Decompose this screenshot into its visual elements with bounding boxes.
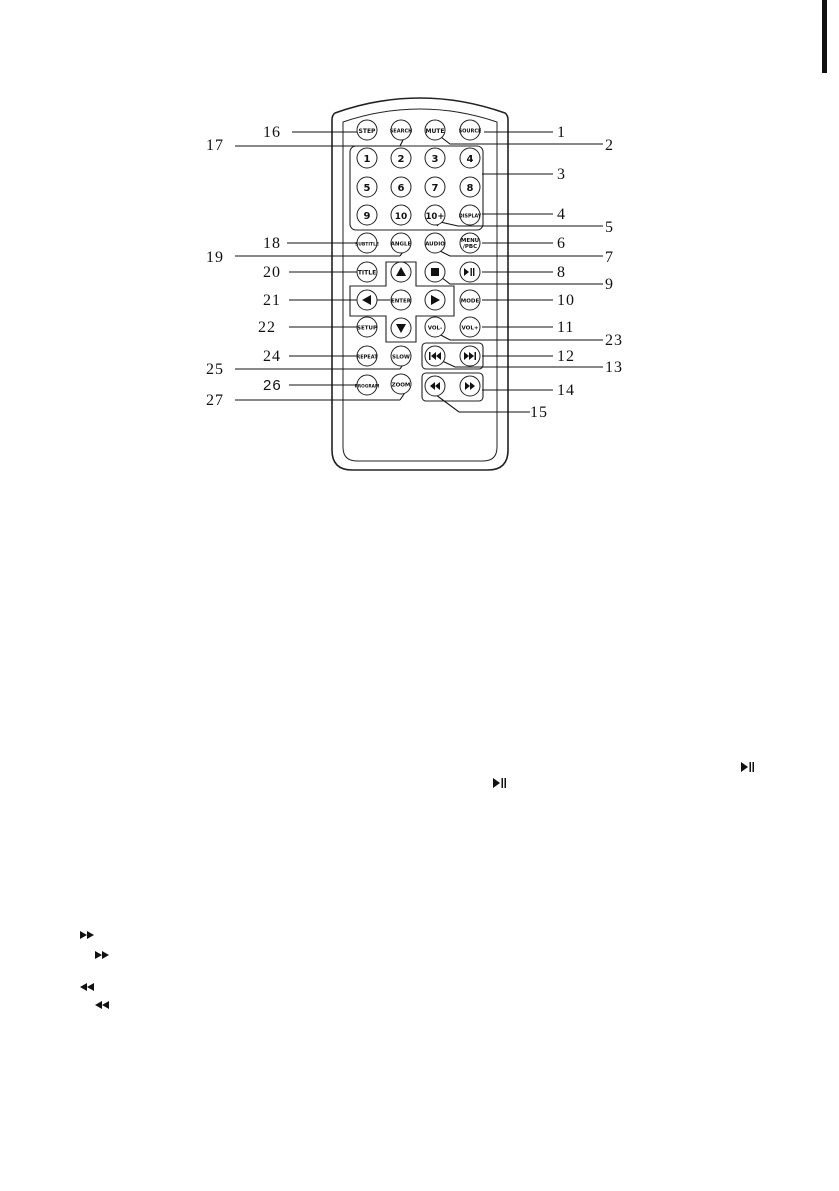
svg-text:MUTE: MUTE xyxy=(425,128,445,135)
callout-12: 12 xyxy=(557,348,575,365)
number-8-button[interactable] xyxy=(460,177,480,197)
svg-text:STEP: STEP xyxy=(358,128,376,135)
right-button[interactable] xyxy=(425,290,445,310)
svg-text:7: 7 xyxy=(431,183,439,194)
stop-button[interactable] xyxy=(425,262,445,282)
fast-rewind-icon xyxy=(95,1001,109,1009)
callout-19: 19 xyxy=(206,249,224,266)
callout-27: 27 xyxy=(206,392,224,409)
angle-button[interactable] xyxy=(391,233,412,253)
number-4-button[interactable] xyxy=(460,148,480,168)
callout-3: 3 xyxy=(557,166,566,183)
svg-text:6: 6 xyxy=(397,183,405,194)
svg-text:DISPLAY: DISPLAY xyxy=(458,214,482,220)
callout-13: 13 xyxy=(605,359,623,376)
svg-text:SEARCH: SEARCH xyxy=(389,128,413,135)
callout-11: 11 xyxy=(557,319,575,336)
callout-21: 21 xyxy=(263,292,281,309)
callout-numbers xyxy=(206,124,623,421)
step-button[interactable] xyxy=(357,120,377,140)
callout-9: 9 xyxy=(605,276,614,293)
svg-text:3: 3 xyxy=(431,154,439,165)
play-pause-button[interactable] xyxy=(460,262,480,282)
fast-forward-icon xyxy=(80,931,94,939)
left-button[interactable] xyxy=(357,290,377,310)
audio-button[interactable] xyxy=(425,233,445,253)
mode-button[interactable] xyxy=(460,290,480,310)
previous-button[interactable] xyxy=(425,346,445,366)
down-button[interactable] xyxy=(391,318,411,338)
number-2-button[interactable] xyxy=(391,148,411,168)
number-9-button[interactable] xyxy=(357,205,377,225)
svg-text:10: 10 xyxy=(394,212,408,222)
svg-text:ZOOM: ZOOM xyxy=(391,382,411,389)
svg-text:SUBTITLE: SUBTITLE xyxy=(354,242,380,248)
svg-text:10+: 10+ xyxy=(425,212,445,222)
mute-button[interactable] xyxy=(425,120,445,140)
callout-25: 25 xyxy=(206,361,224,378)
subtitle-button[interactable] xyxy=(355,233,379,253)
display-button[interactable] xyxy=(459,205,482,225)
remote-buttons xyxy=(355,120,482,396)
svg-text:MENU: MENU xyxy=(460,238,480,244)
play-pause-icon xyxy=(493,778,506,788)
svg-text:ANGLE: ANGLE xyxy=(390,241,412,248)
svg-text:2: 2 xyxy=(397,154,405,165)
svg-text:4: 4 xyxy=(466,154,474,165)
setup-button[interactable] xyxy=(357,317,377,337)
svg-text:SETUP: SETUP xyxy=(357,325,377,332)
svg-text:1: 1 xyxy=(363,154,371,165)
svg-text:AUDIO: AUDIO xyxy=(425,241,445,248)
up-button[interactable] xyxy=(391,262,411,282)
slow-button[interactable] xyxy=(391,346,411,366)
source-button[interactable] xyxy=(459,120,482,140)
search-button[interactable] xyxy=(390,120,413,140)
stop-icon xyxy=(431,268,439,276)
number-10-plus-button[interactable] xyxy=(425,205,445,225)
callout-4: 4 xyxy=(557,206,566,223)
number-1-button[interactable] xyxy=(357,148,377,168)
svg-text:REPEAT: REPEAT xyxy=(356,354,378,361)
fast-rewind-icon xyxy=(80,983,94,991)
page-symbols xyxy=(80,762,754,1009)
svg-text:9: 9 xyxy=(363,211,371,222)
callout-8: 8 xyxy=(557,264,566,281)
next-button[interactable] xyxy=(460,346,480,366)
svg-text:/PBC: /PBC xyxy=(462,244,478,250)
callout-7: 7 xyxy=(605,249,614,266)
callout-16: 16 xyxy=(263,124,281,141)
vol-minus-button[interactable] xyxy=(425,317,445,337)
svg-text:SLOW: SLOW xyxy=(391,354,411,361)
repeat-button[interactable] xyxy=(356,346,378,366)
number-7-button[interactable] xyxy=(425,177,445,197)
svg-text:MODE: MODE xyxy=(460,298,480,305)
number-3-button[interactable] xyxy=(425,148,445,168)
callout-23: 23 xyxy=(605,332,623,349)
callout-17: 17 xyxy=(206,137,224,154)
svg-text:VOL-: VOL- xyxy=(427,325,443,332)
fast-forward-button[interactable] xyxy=(460,376,480,396)
callout-1: 1 xyxy=(557,124,566,141)
svg-text:TITLE: TITLE xyxy=(357,269,377,277)
svg-text:SOURCE: SOURCE xyxy=(458,128,482,135)
number-6-button[interactable] xyxy=(391,177,411,197)
svg-text:5: 5 xyxy=(363,183,371,194)
callout-2: 2 xyxy=(605,137,614,154)
callout-lines xyxy=(235,132,603,412)
svg-text:8: 8 xyxy=(466,183,474,194)
play-pause-icon xyxy=(741,762,754,772)
callout-10: 10 xyxy=(557,292,575,309)
callout-18: 18 xyxy=(263,235,281,252)
fast-rewind-button[interactable] xyxy=(425,376,445,396)
number-10-button[interactable] xyxy=(391,205,411,225)
program-button[interactable] xyxy=(355,375,380,395)
number-5-button[interactable] xyxy=(357,177,377,197)
callout-15: 15 xyxy=(530,404,548,421)
zoom-button[interactable] xyxy=(391,374,411,394)
callout-26: 26 xyxy=(263,377,282,394)
svg-text:VOL+: VOL+ xyxy=(461,325,479,332)
callout-5: 5 xyxy=(605,219,614,236)
fast-forward-icon xyxy=(95,951,109,959)
callout-20: 20 xyxy=(263,264,281,281)
vol-plus-button[interactable] xyxy=(460,317,480,337)
callout-22: 22 xyxy=(258,319,276,336)
callout-6: 6 xyxy=(557,235,566,252)
callout-14: 14 xyxy=(557,382,575,399)
menu-pbc-button[interactable] xyxy=(460,233,480,253)
enter-button[interactable] xyxy=(391,290,412,310)
title-button[interactable] xyxy=(357,262,377,282)
svg-text:ENTER: ENTER xyxy=(390,298,412,305)
svg-text:PROGRAM: PROGRAM xyxy=(354,384,380,390)
callout-24: 24 xyxy=(263,348,281,365)
